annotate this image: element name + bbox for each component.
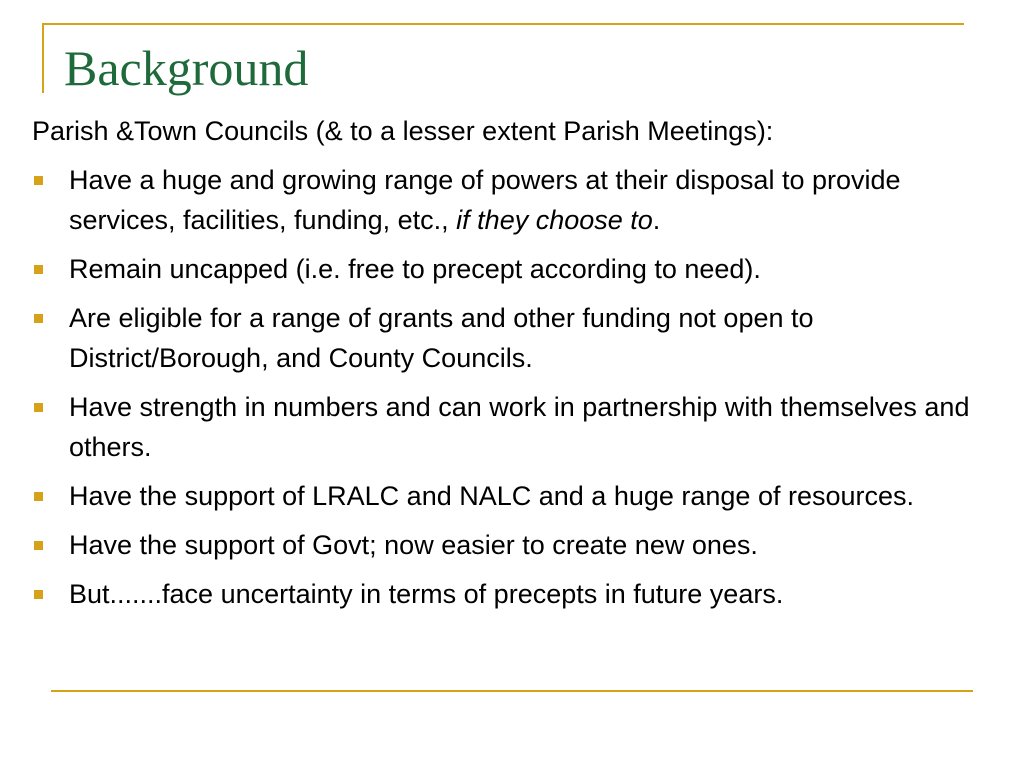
bullet-text: Remain uncapped (i.e. free to precept according to need). (69, 254, 761, 284)
bullet-item (32, 476, 992, 516)
square-bullet-icon (34, 492, 43, 501)
square-bullet-icon (34, 176, 43, 185)
bullet-item (32, 574, 992, 614)
bullet-item (32, 249, 992, 289)
square-bullet-icon (34, 541, 43, 550)
bullet-item (32, 160, 992, 240)
square-bullet-icon (34, 314, 43, 323)
bullet-text: Have strength in numbers and can work in partnership with themselves and others. (69, 392, 970, 462)
intro-line: Parish &Town Councils (& to a lesser extent Parish Meetings): (32, 116, 774, 146)
bullet-text: Are eligible for a range of grants and other funding not open to District/Borough, and County Councils. (69, 303, 814, 373)
slide-body (32, 111, 992, 614)
bullet-text: Have a huge and growing range of powers at their disposal to provide services, facilities, funding, etc., (69, 165, 901, 235)
bullet-item (32, 298, 992, 378)
square-bullet-icon (34, 265, 43, 274)
bullet-emphasis: if they choose to (456, 205, 653, 235)
bullet-text: Have the support of LRALC and NALC and a huge range of resources. (69, 481, 915, 511)
bullet-text: Have the support of Govt; now easier to create new ones. (69, 530, 758, 560)
square-bullet-icon (34, 590, 43, 599)
slide-title: Background (64, 40, 309, 96)
square-bullet-icon (34, 403, 43, 412)
bullet-tail: . (652, 205, 661, 235)
bullet-item (32, 525, 992, 565)
bottom-divider-rule (51, 690, 973, 692)
title-frame-top-rule (42, 23, 964, 25)
bullet-list (32, 160, 992, 614)
bullet-item (32, 387, 992, 467)
title-frame-left-rule (42, 23, 44, 93)
bullet-text: But.......face uncertainty in terms of precepts in future years. (69, 579, 784, 609)
